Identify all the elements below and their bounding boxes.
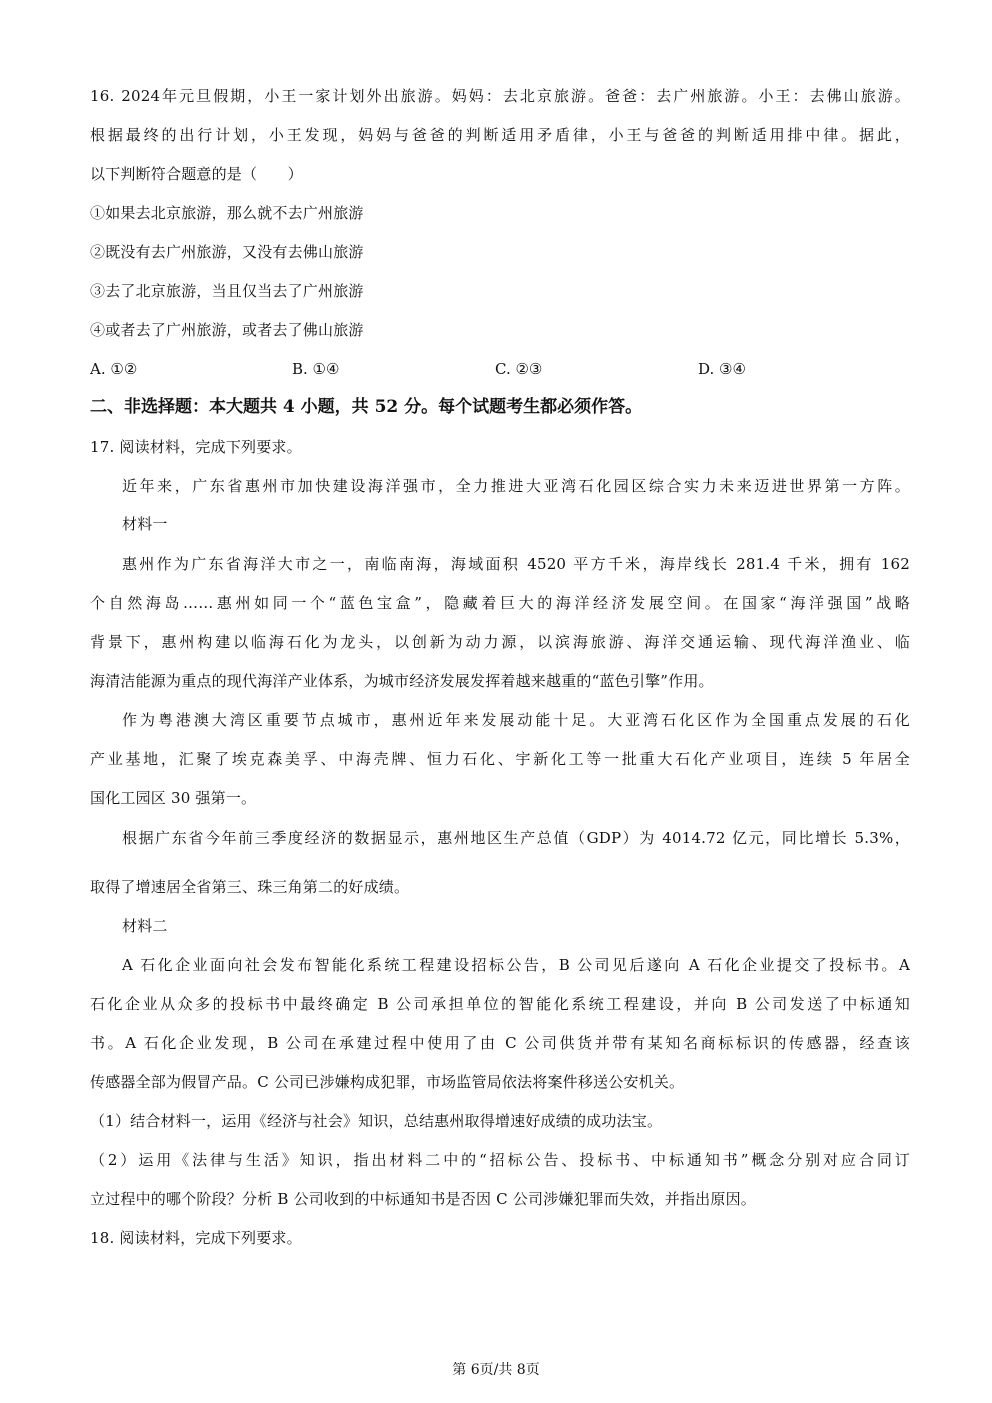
q17-material-2-title: 材料二 [122,917,168,935]
q16-option-a: A. ①② [90,360,138,378]
q16-statement-4: ④或者去了广州旅游，或者去了佛山旅游 [90,321,364,339]
q16-statement-1: ①如果去北京旅游，那么就不去广州旅游 [90,204,364,222]
q17-m2-p1-line-3: 书。A 石化企业发现，B 公司在承建过程中使用了由 C 公司供货并带有某知名商标标识的传感器，经查该 [90,1034,910,1052]
q17-m1-p2-line-2: 产业基地，汇聚了埃克森美孚、中海壳牌、恒力石化、宇新化工等一批重大石化产业项目，连续 5 年居全 [90,750,910,768]
page-number-footer: 第 6页/共 8页 [452,1362,540,1378]
q17-m1-p1-line-3: 背景下，惠州构建以临海石化为龙头，以创新为动力源，以滨海旅游、海洋交通运输、现代海洋渔业、临 [90,633,910,651]
q17-m1-p3-line-1: 根据广东省今年前三季度经济的数据显示，惠州地区生产总值（GDP）为 4014.72 亿元，同比增长 5.3%， [122,829,910,847]
q17-m1-p3-line-2: 取得了增速居全省第三、珠三角第二的好成绩。 [90,878,410,896]
q17-sub-question-1: （1）结合材料一，运用《经济与社会》知识，总结惠州取得增速好成绩的成功法宝。 [90,1112,663,1130]
q17-stem: 17. 阅读材料，完成下列要求。 [90,438,302,456]
q16-option-d: D. ③④ [698,360,746,378]
q16-statement-3: ③去了北京旅游，当且仅当去了广州旅游 [90,282,364,300]
q17-sub-question-2-line-1: （2）运用《法律与生活》知识，指出材料二中的“招标公告、投标书、中标通知书”概念分别对应合同订 [90,1151,910,1169]
q16-stem-line-3: 以下判断符合题意的是（ ） [90,165,303,183]
q16-option-b: B. ①④ [292,360,340,378]
q17-m1-p1-line-2: 个自然海岛……惠州如同一个“蓝色宝盒”，隐藏着巨大的海洋经济发展空间。在国家“海洋强国”战略 [90,594,910,612]
q17-m1-p1-line-1: 惠州作为广东省海洋大市之一，南临南海，海域面积 4520 平方千米，海岸线长 281.4 千米，拥有 162 [122,555,910,573]
q16-statement-2: ②既没有去广州旅游，又没有去佛山旅游 [90,243,364,261]
q17-m1-p2-line-3: 国化工园区 30 强第一。 [90,789,257,807]
q17-material-1-title: 材料一 [122,515,168,533]
q17-m1-p2-line-1: 作为粤港澳大湾区重要节点城市，惠州近年来发展动能十足。大亚湾石化区作为全国重点发展的石化 [122,711,910,729]
section-2-heading: 二、非选择题：本大题共 4 小题，共 52 分。每个试题考生都必须作答。 [90,397,643,417]
q16-stem-line-1: 16. 2024年元旦假期，小王一家计划外出旅游。妈妈：去北京旅游。爸爸：去广州旅游。小王：去佛山旅游。 [90,87,910,105]
q16-option-c: C. ②③ [495,360,543,378]
q16-stem-line-2: 根据最终的出行计划，小王发现，妈妈与爸爸的判断适用矛盾律，小王与爸爸的判断适用排中律。据此， [90,126,910,144]
q17-m1-p1-line-4: 海清洁能源为重点的现代海洋产业体系，为城市经济发展发挥着越来越重的“蓝色引擎”作用。 [90,672,714,690]
q17-intro: 近年来，广东省惠州市加快建设海洋强市，全力推进大亚湾石化园区综合实力未来迈进世界第一方阵。 [122,477,910,495]
q17-m2-p1-line-1: A 石化企业面向社会发布智能化系统工程建设招标公告，B 公司见后遂向 A 石化企业提交了投标书。A [122,956,910,974]
q17-m2-p1-line-4: 传感器全部为假冒产品。C 公司已涉嫌构成犯罪，市场监管局依法将案件移送公安机关。 [90,1073,685,1091]
q18-stem: 18. 阅读材料，完成下列要求。 [90,1229,302,1247]
q17-sub-question-2-line-2: 立过程中的哪个阶段？分析 B 公司收到的中标通知书是否因 C 公司涉嫌犯罪而失效，并指出原因。 [90,1190,756,1208]
q17-m2-p1-line-2: 石化企业从众多的投标书中最终确定 B 公司承担单位的智能化系统工程建设，并向 B 公司发送了中标通知 [90,995,910,1013]
